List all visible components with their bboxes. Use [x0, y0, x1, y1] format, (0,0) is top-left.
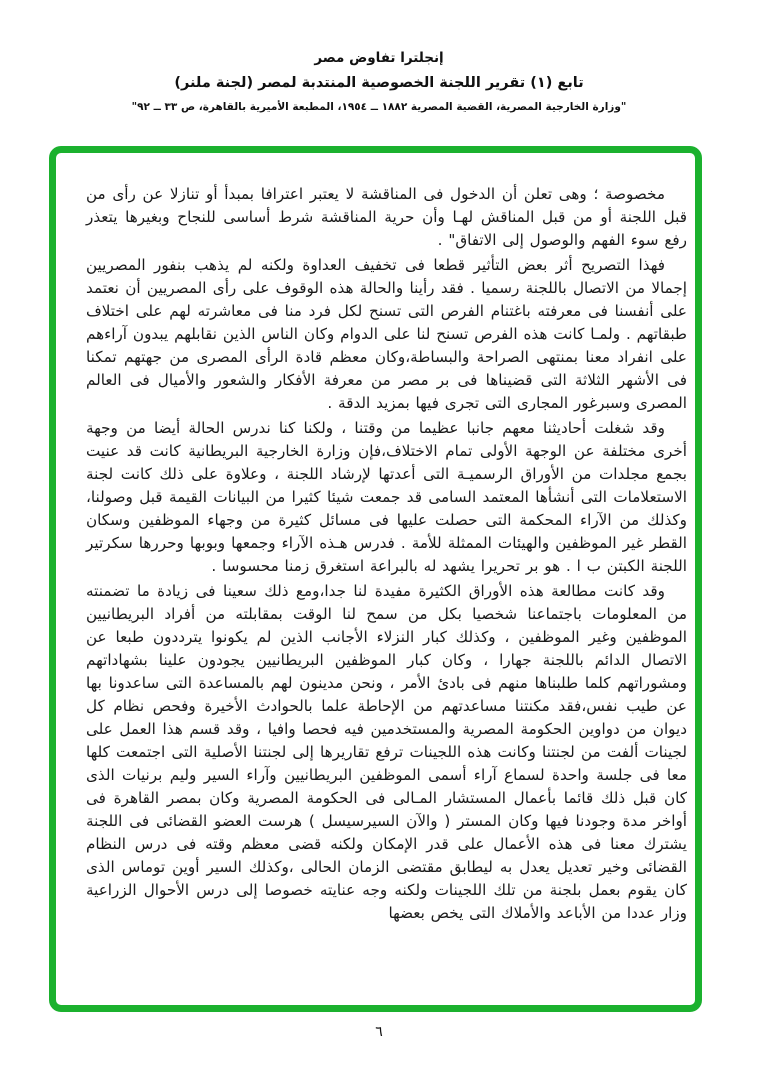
highlight-frame [49, 146, 702, 1012]
document-subtitle: تابع (١) تقرير اللجنة الخصوصية المنتدبة لمصر (لجنة ملنر) [174, 75, 584, 91]
paragraph-3: وقد شغلت أحاديثنا معهم جانبا عظيما من وقتنا ، ولكنا كنا ندرس الحالة أيضا من وجهة أخرى مختلفة عن الوجهة الأولى تمام الاختلاف،فإن وزارة الخارجية البريطانية كانت قد عنيت بجمع مجلدات من الأوراق الرسميـة التى أعدتها لإرشاد اللجنة ، وعلاوة على ذلك كانت لجنة الاستعلامات التى أنشأها المعتمد السامى قد جمعت شيئا كثيرا من البيانات القيمة قبل وصولنا، وكذلك من الآراء المحكمة التى حصلت عليها فى مسائل كثيرة من وجهاء الموظفين وسكان القطر غير الموظفين والهيئات الممثلة للأمة . فدرس هـذه الآراء وجمعها وبوبها وحررها سكرتير اللجنة الكبتن ب ا . هو بر تحريرا يشهد له بالبراعة استغرق زمنا محسوسا . [86, 419, 687, 575]
page-footer [0, 1024, 758, 1040]
document-header [0, 48, 758, 115]
document-title: إنجلترا تفاوض مصر [314, 50, 444, 66]
paragraph-4: وقد كانت مطالعة هذه الأوراق الكثيرة مفيدة لنا جدا،ومع ذلك سعينا فى زيادة ما تضمنته من المعلومات باجتماعنا شخصيا بكل من سمح لنا الوقت بمقابلته من أفراد البريطانيين الموظفين وغير الموظفين ، وكذلك كبار النزلاء الأجانب الذين لم يكونوا يترددون طبعا عن الاتصال الدائم باللجنة جهارا ، وكان كبار الموظفين البريطانيين يجودون علينا بشهاداتهم ومشوراتهم كلما طلبناها منهم فى بادئ الأمر ، ونحن مدينون لهم بالمساعدة التى ساعدونا بها عن طيب نفس،فقد مكنتنا مساعدتهم من الإحاطة علما بالحوادث الأخيرة وفحص نظام كل ديوان من دواوين الحكومة المصرية والمستخدمين فيه فحصا وافيا ، وقد قسم هذا العمل على لجينات ألفت من لجنتنا وكانت هذه اللجينات ترفع تقاريرها إلى لجنتنا الأصلية التى اجتمعت كلها معا فى جلسة واحدة لسماع آراء أسمى الموظفين البريطانيين وآراء السير وليم برنيات الذى كان قبل ذلك قائما بأعمال المستشار المـالى فى الحكومة المصرية وكان بمصر القاهرة فى أواخر مدة وجودنا فيها وكان المستر ( والآن السيرسيسل ) هرست العضو القضائى فى اللجنة يشترك معنا فى هذه الأعمال على قدر الإمكان ولكنه قضى معظم وقته فى درس النظام القضائى وخير تعديل يعدل به ليطابق مقتضى الزمان الحالى ،وكذلك السير أوين توماس الذى كان يقوم بعمل بلجنة من تلك اللجينات ولكنه وجه عنايته خصوصا إلى درس الأحوال الزراعية وزار عددا من الأباعد والأملاك التى يخص بعضها [86, 582, 687, 922]
paragraph-1: مخصوصة ؛ وهى تعلن أن الدخول فى المناقشة لا يعتبر اعترافا بمبدأ أو تنازلا عن رأى من قبل اللجنة أو من قبل المناقش لهـا وأن حرية المناقشة شرط أساسى للنجاح وبغيرها يتعذر رفع سوء الفهم والوصول إلى الاتفاق" . [86, 185, 687, 249]
paragraph-2: فهذا التصريح أثر بعض التأثير قطعا فى تخفيف العداوة ولكنه لم يذهب بنفور المصريين إجمالا من الاتصال باللجنة رسميا . فقد رأينا والحالة هذه الوقوف على رأى المصريين أن نعتمد على أنفسنا فى معرفته باغتنام الفرص التى تسنح لكل فرد منا فى معاشرته لهم على اختلاف طبقاتهم . ولمـا كانت هذه الفرص تسنح لنا على الدوام وكان الناس الذين نقابلهم يبدون آراءهم على انفراد معنا بمنتهى الصراحة والبساطة،وكان معظم قادة الرأى المصرى من جهتهم تمكنا فى الأشهر الثلاثة التى قضيناها فى بر مصر من معرفة الأفكار والشعور والأميال فى العالم المصرى وسبرغور المجارى التى تجرى فيها بمزيد الدقة . [86, 256, 687, 412]
page-number: ٦ [375, 1024, 383, 1040]
document-source-citation: "وزارة الخارجية المصرية، القضية المصرية ١٨٨٢ ــ ١٩٥٤، المطبعة الأميرية بالقاهرة، ص ٣٣ ــ ٩٢" [131, 101, 627, 113]
scanned-text-block [86, 183, 687, 927]
